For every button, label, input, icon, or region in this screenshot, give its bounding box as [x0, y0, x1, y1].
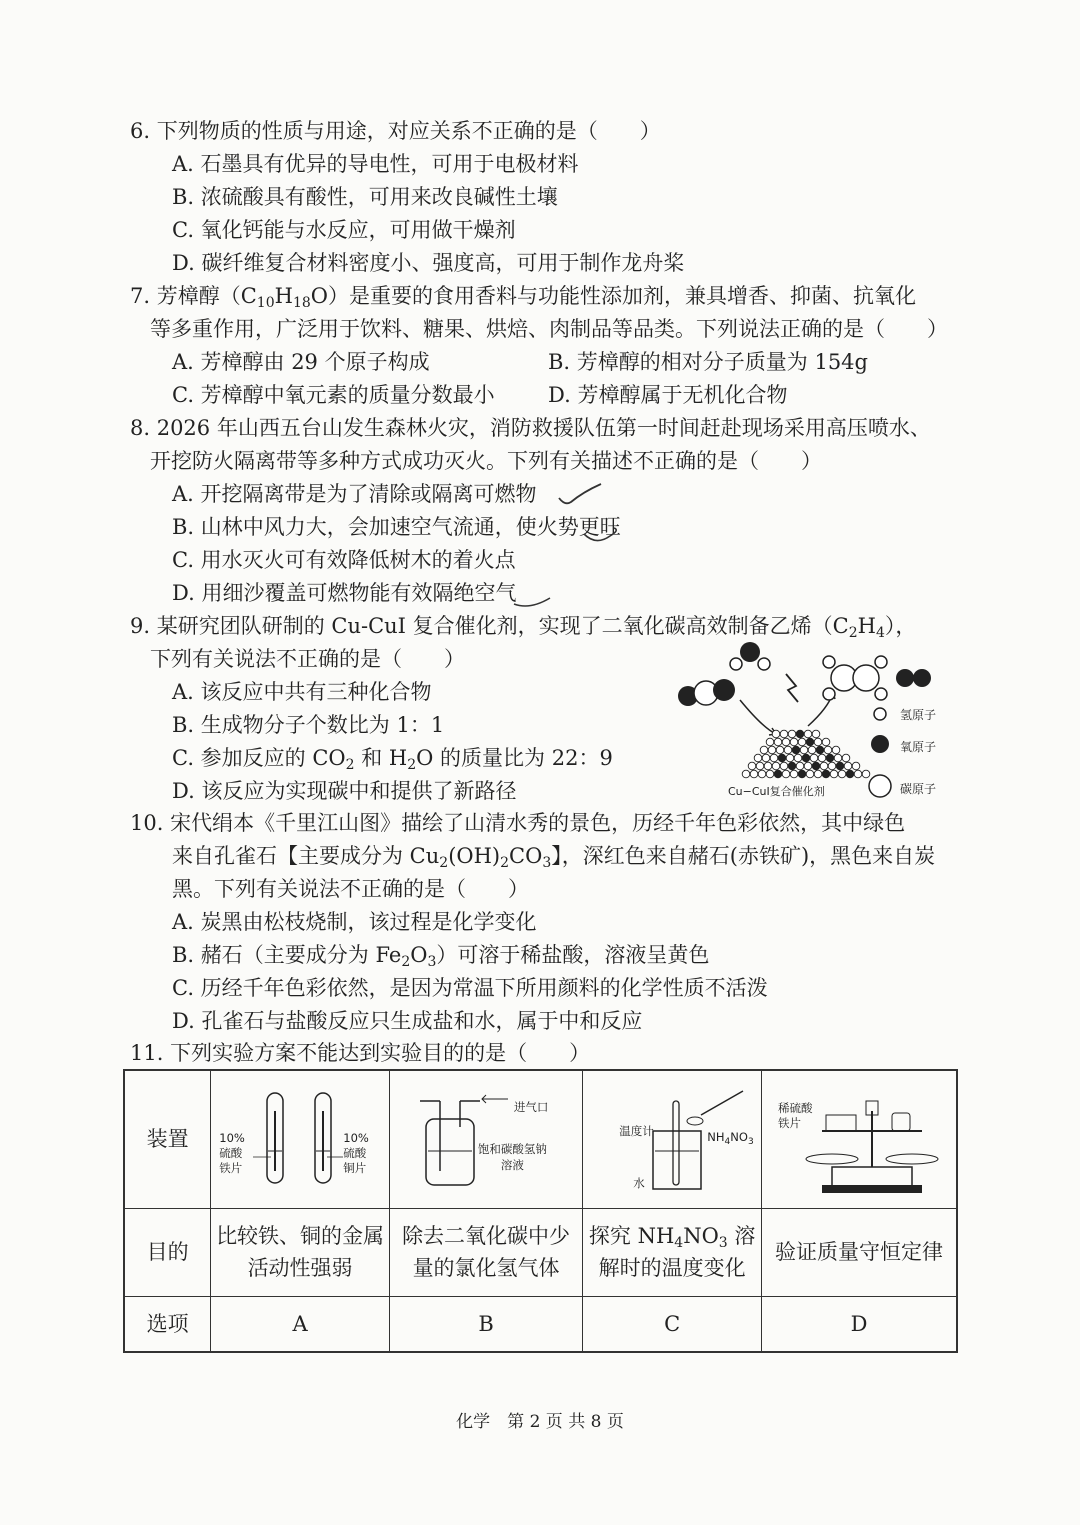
catalyst-atom [822, 770, 830, 778]
catalyst-atom [822, 738, 830, 746]
catalyst-atom [780, 762, 788, 770]
catalyst-atom [778, 754, 786, 762]
legend-carbon: 碳原子 [900, 782, 937, 796]
option-c: C [583, 1296, 762, 1352]
q7-option-c: C. 芳樟醇中氧元素的质量分数最小 [172, 383, 495, 407]
handwritten-checkmark [555, 480, 605, 510]
q10-option-c: C. 历经千年色彩依然，是因为常温下所用颜料的化学性质不活泼 [172, 976, 768, 1000]
catalyst-atom [804, 762, 812, 770]
catalyst-atom [806, 738, 814, 746]
catalyst-atom [784, 746, 792, 754]
q10-option-d: D. 孔雀石与盐酸反应只生成盐和水，属于中和反应 [172, 1009, 643, 1033]
option-b: B [389, 1296, 582, 1352]
catalyst-atom [796, 730, 804, 738]
catalyst-atom [748, 762, 756, 770]
catalyst-atom [782, 770, 790, 778]
catalyst-atom [814, 770, 822, 778]
catalyst-atom [794, 754, 802, 762]
catalyst-atom [772, 730, 780, 738]
catalyst-atom [766, 738, 774, 746]
catalyst-atom [770, 754, 778, 762]
catalyst-atom [782, 738, 790, 746]
catalyst-atom [814, 738, 822, 746]
q7-stem-line1: 7. 芳樟醇$(C_{10}H_{18}O)$是重要的食用香料与功能性添加剂，兼具增香、抑菌、抗氧化 [130, 284, 916, 311]
catalyst-atom [820, 762, 828, 770]
catalyst-atom [816, 746, 824, 754]
q10-stem-line2: 来自孔雀石【主要成分为 $Cu_2(OH)_2CO_3$】，深红色来自赭石(赤铁矿)，黑色来自炭 [172, 844, 936, 871]
purpose-a: 比较铁、铜的金属 活动性强弱 [211, 1208, 390, 1296]
catalyst-atom [756, 762, 764, 770]
row-header-option: 选项 [124, 1296, 211, 1352]
catalyst-atom [852, 762, 860, 770]
catalyst-atom [826, 754, 834, 762]
catalyst-atom [802, 754, 810, 762]
handwritten-mark-2 [510, 584, 560, 614]
catalyst-atom [836, 762, 844, 770]
catalyst-atom [824, 746, 832, 754]
catalyst-atom [834, 754, 842, 762]
q8-option-a: A. 开挖隔离带是为了清除或隔离可燃物 [172, 482, 537, 506]
catalyst-atom [796, 762, 804, 770]
q8-option-c: C. 用水灭火可有效降低树木的着火点 [172, 548, 516, 572]
catalyst-atom [806, 770, 814, 778]
catalyst-atom [862, 770, 870, 778]
catalyst-atom [750, 770, 758, 778]
q10-option-a: A. 炭黑由松枝烧制，该过程是化学变化 [172, 910, 537, 934]
catalyst-atom [772, 762, 780, 770]
handwritten-mark [580, 520, 630, 550]
purpose-b: 除去二氧化碳中少 量的氯化氢气体 [389, 1208, 582, 1296]
q10-stem-line1: 10. 宋代绢本《千里江山图》描绘了山清水秀的景色，历经千年色彩依然，其中绿色 [130, 811, 906, 835]
q8-option-b: B. 山林中风力大，会加速空气流通，使火势更旺 [172, 515, 621, 539]
catalyst-label: Cu−CuI复合催化剂 [728, 785, 825, 798]
q6-option-a: A. 石墨具有优异的导电性，可用于电极材料 [172, 152, 579, 176]
q6-option-b: B. 浓硫酸具有酸性，可用来改良碱性土壤 [172, 185, 558, 209]
catalyst-atom [774, 770, 782, 778]
catalyst-atom [798, 770, 806, 778]
q7-option-a: A. 芳樟醇由 29 个原子构成 [172, 350, 430, 374]
table-row-device [124, 1070, 957, 1208]
catalyst-atom [800, 746, 808, 754]
catalyst-atom [776, 746, 784, 754]
catalyst-atom [780, 730, 788, 738]
catalyst-atom [790, 738, 798, 746]
catalyst-atom [842, 754, 850, 762]
catalyst-atom [742, 770, 750, 778]
device-d: 稀硫酸 铁片 [762, 1070, 957, 1208]
q8-stem-line2: 开挖防火隔离带等多种方式成功灭火。下列有关描述不正确的是（ ） [150, 449, 822, 473]
q10-stem-line3: 黑。下列有关说法不正确的是（ ） [172, 877, 529, 901]
catalyst-atom [830, 770, 838, 778]
q9-option-a: A. 该反应中共有三种化合物 [172, 680, 432, 704]
purpose-c: 探究 $NH_4NO_3$ 溶 解时的温度变化 [583, 1208, 762, 1296]
reaction-diagram [668, 638, 958, 806]
q11-stem: 11. 下列实验方案不能达到实验目的的是（ ） [130, 1041, 591, 1065]
q9-option-b: B. 生成物分子个数比为 1：1 [172, 713, 445, 737]
catalyst-atom [790, 770, 798, 778]
catalyst-atom [762, 754, 770, 762]
option-d: D [762, 1296, 957, 1352]
catalyst-atom [854, 770, 862, 778]
catalyst-atom [838, 770, 846, 778]
catalyst-atom [774, 738, 782, 746]
catalyst-atom [818, 754, 826, 762]
catalyst-atom [788, 730, 796, 738]
device-a: 10% 硫酸 铁片 10% 硫酸 铜片 [211, 1070, 390, 1208]
q9-option-c: C. 参加反应的 $CO_2$ 和 $H_2O$ 的质量比为 22：9 [172, 746, 613, 773]
q6-stem: 6. 下列物质的性质与用途，对应关系不正确的是（ ） [130, 119, 661, 143]
catalyst-atom [810, 754, 818, 762]
q6-option-c: C. 氧化钙能与水反应，可用做干燥剂 [172, 218, 516, 242]
q10-option-b: B. 赭石（主要成分为 $Fe_2O_3$）可溶于稀盐酸，溶液呈黄色 [172, 943, 710, 970]
catalyst-atom [754, 754, 762, 762]
option-a: A [211, 1296, 390, 1352]
page-footer: 化学 第 2 页 共 8 页 [456, 1412, 624, 1432]
catalyst-atom [758, 770, 766, 778]
catalyst-atom [766, 770, 774, 778]
q9-option-d: D. 该反应为实现碳中和提供了新路径 [172, 779, 517, 803]
device-b: 进气口 饱和碳酸氢钠 溶液 [389, 1070, 582, 1208]
device-c: 温度计 $NH_4NO_3$ 水 [583, 1070, 762, 1208]
catalyst-atom [828, 762, 836, 770]
experiment-table [123, 1069, 958, 1353]
legend-hydrogen: 氢原子 [900, 708, 937, 722]
catalyst-atom [846, 770, 854, 778]
catalyst-atom [764, 762, 772, 770]
q8-option-d: D. 用细沙覆盖可燃物能有效隔绝空气 [172, 581, 517, 605]
catalyst-atom [812, 762, 820, 770]
catalyst-atom [788, 762, 796, 770]
q7-stem-line2: 等多重作用，广泛用于饮料、糖果、烘焙、肉制品等品类。下列说法正确的是（ ） [150, 317, 948, 341]
table-row-purpose [124, 1208, 957, 1296]
catalyst-surface [742, 730, 870, 778]
catalyst-atom [812, 730, 820, 738]
legend-oxygen: 氧原子 [900, 740, 937, 754]
row-header-device: 装置 [124, 1070, 211, 1208]
q9-stem-line1: 9. 某研究团队研制的 Cu-CuI 复合催化剂，实现了二氧化碳高效制备乙烯$(C_2H_4)$， [130, 614, 917, 641]
q7-option-d: D. 芳樟醇属于无机化合物 [548, 383, 788, 407]
catalyst-atom [768, 746, 776, 754]
q8-stem-line1: 8. 2026 年山西五台山发生森林火灾，消防救援队伍第一时间赶赴现场采用高压喷水、 [130, 416, 931, 440]
q9-stem-line2: 下列有关说法不正确的是（ ） [150, 647, 465, 671]
catalyst-atom [760, 746, 768, 754]
row-header-purpose: 目的 [124, 1208, 211, 1296]
q6-option-d: D. 碳纤维复合材料密度小、强度高，可用于制作龙舟桨 [172, 251, 685, 275]
purpose-d: 验证质量守恒定律 [762, 1208, 957, 1296]
catalyst-atom [792, 746, 800, 754]
catalyst-atom [844, 762, 852, 770]
catalyst-atom [832, 746, 840, 754]
catalyst-atom [786, 754, 794, 762]
q7-option-b: B. 芳樟醇的相对分子质量为 154g [548, 350, 868, 374]
table-row-option [124, 1296, 957, 1352]
catalyst-atom [808, 746, 816, 754]
catalyst-atom [804, 730, 812, 738]
catalyst-atom [798, 738, 806, 746]
